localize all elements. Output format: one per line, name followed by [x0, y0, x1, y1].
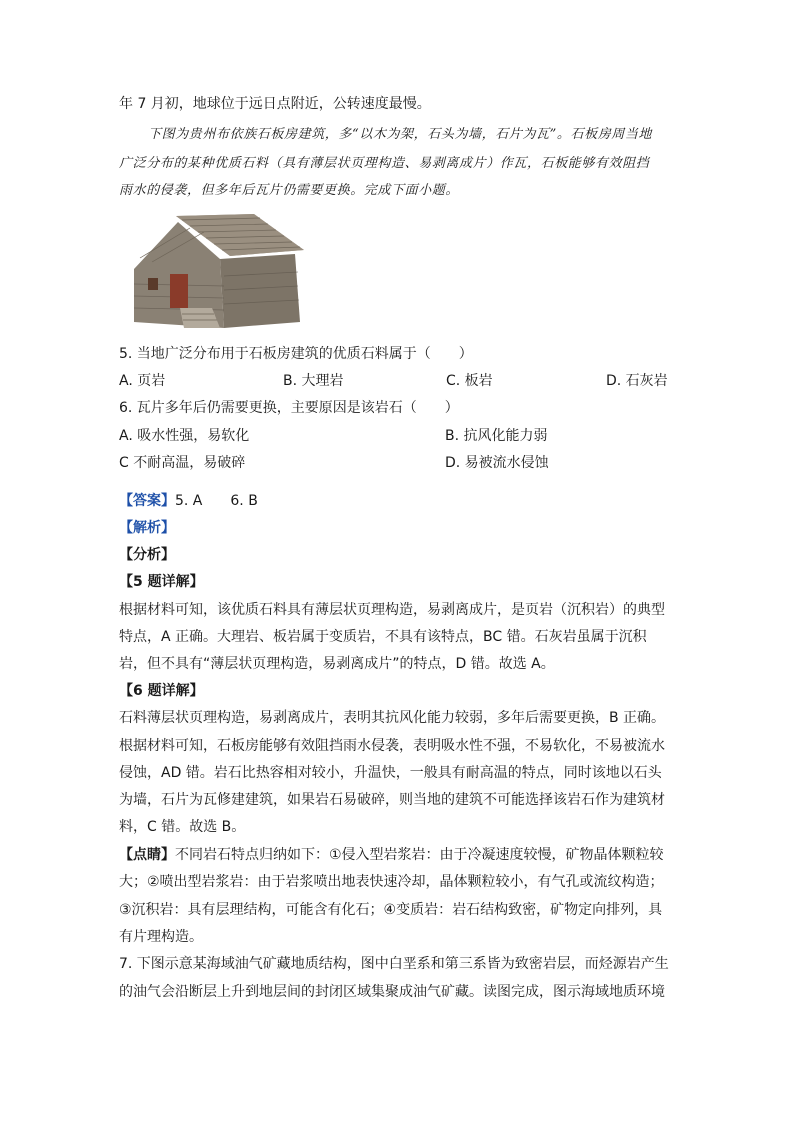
q6-detail-line-3: 侵蚀，AD 错。岩石比热容相对较小，升温快，一般具有耐高温的特点，同时该地以石头	[119, 765, 662, 781]
q6-detail-line-2: 根据材料可知，石板房能够有效阻挡雨水侵袭，表明吸水性不强，不易软化，不易被流水	[119, 738, 665, 754]
tip-text-1: 不同岩石特点归纳如下：①侵入型岩浆岩：由于冷凝速度较慢，矿物晶体颗粒较	[175, 847, 664, 863]
q5-stem: 5. 当地广泛分布用于石板房建筑的优质石料属于（ ）	[119, 346, 473, 362]
tip-label: 【点睛】	[119, 847, 175, 863]
tip-line-3: ③沉积岩：具有层理结构，可能含有化石；④变质岩：岩石结构致密，矿物定向排列，具	[119, 902, 663, 918]
analysis-label: 【解析】	[119, 520, 175, 536]
q6-option-a[interactable]: A. 吸水性强，易软化	[119, 428, 250, 444]
q6-detail-line-1: 石料薄层状页理构造，易剥离成片，表明其抗风化能力较弱，多年后需要更换，B 正确。	[119, 710, 666, 726]
answer-5: 5. A	[175, 493, 203, 509]
q7-line-2: 的油气会沿断层上升到地层间的封闭区域集聚成油气矿藏。读图完成，图示海域地质环境	[119, 984, 665, 1000]
material-line-3: 雨水的侵袭，但多年后瓦片仍需要更换。完成下面小题。	[119, 183, 460, 198]
q5-detail-line-2: 特点，A 正确。大理岩、板岩属于变质岩，不具有该特点，BC 错。石灰岩虽属于沉积	[119, 629, 647, 645]
stone-house-illustration	[120, 214, 306, 334]
q6-detail-line-5: 料，C 错。故选 B。	[119, 819, 246, 835]
q5-option-c[interactable]: C. 板岩	[446, 373, 493, 389]
answer-6: 6. B	[230, 493, 258, 509]
q6-option-c[interactable]: C 不耐高温，易破碎	[119, 455, 246, 471]
q5-option-d[interactable]: D. 石灰岩	[606, 373, 668, 389]
top-line: 年 7 月初，地球位于远日点附近，公转速度最慢。	[119, 96, 431, 112]
tip-line-4: 有片理构造。	[119, 929, 203, 945]
q5-detail-line-3: 岩，但不具有“薄层状页理构造，易剥离成片”的特点，D 错。故选 A。	[119, 656, 555, 672]
q6-detail-line-4: 为墙，石片为瓦修建建筑，如果岩石易破碎，则当地的建筑不可能选择该岩石作为建筑材	[119, 792, 665, 808]
q6-option-b[interactable]: B. 抗风化能力弱	[445, 428, 548, 444]
q5-option-a[interactable]: A. 页岩	[119, 373, 166, 389]
q5-option-b[interactable]: B. 大理岩	[283, 373, 344, 389]
q5-detail-label: 【5 题详解】	[119, 574, 204, 590]
q6-stem: 6. 瓦片多年后仍需要更换，主要原因是该岩石（ ）	[119, 400, 459, 416]
q6-option-d[interactable]: D. 易被流水侵蚀	[445, 455, 549, 471]
q5-detail-line-1: 根据材料可知，该优质石料具有薄层状页理构造，易剥离成片，是页岩（沉积岩）的典型	[119, 602, 665, 618]
material-line-2: 广泛分布的某种优质石料（具有薄层状页理构造、易剥离成片）作瓦，石板能够有效阻挡	[119, 156, 650, 171]
q6-detail-label: 【6 题详解】	[119, 683, 204, 699]
tip-line-1	[119, 845, 664, 865]
answer-label: 【答案】	[119, 493, 175, 509]
material-line-1: 下图为贵州布依族石板房建筑，多“以木为架，石头为墙，石片为瓦”。石板房周当地	[148, 127, 653, 142]
answer-line	[119, 491, 258, 511]
tip-line-2: 大；②喷出型岩浆岩：由于岩浆喷出地表快速冷却，晶体颗粒较小，有气孔或流纹构造；	[119, 874, 664, 890]
fenxi-label: 【分析】	[119, 547, 175, 563]
q7-line-1: 7. 下图示意某海域油气矿藏地质结构，图中白垩系和第三系皆为致密岩层，而烃源岩产生	[119, 956, 669, 972]
